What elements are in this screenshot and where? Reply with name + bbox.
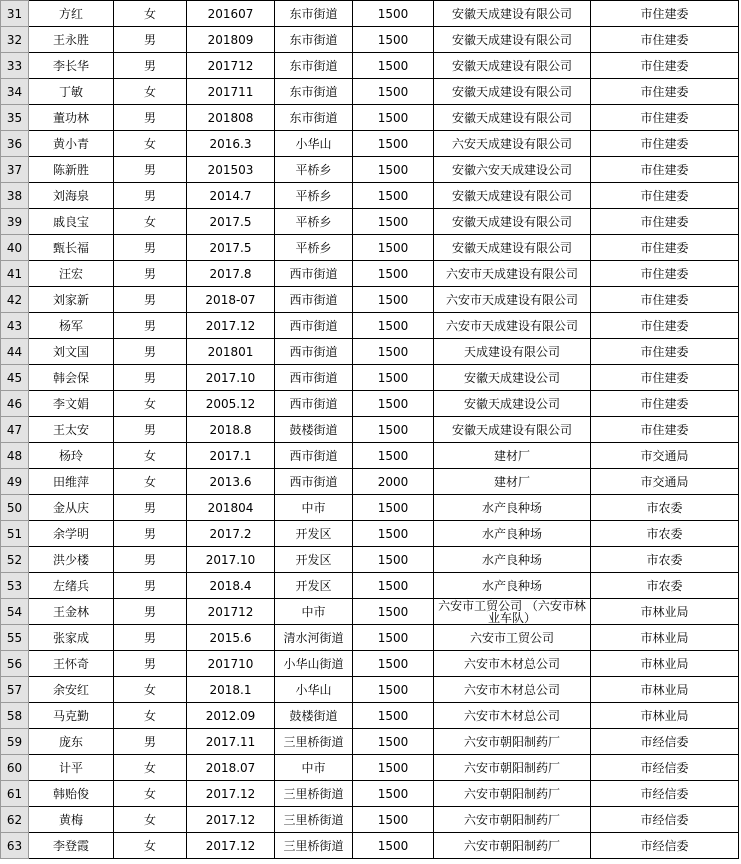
department-cell[interactable]: 市住建委 — [591, 209, 739, 235]
company-cell[interactable]: 六安市朝阳制药厂 — [434, 755, 591, 781]
row-number[interactable]: 49 — [1, 469, 29, 495]
company-cell[interactable]: 安徽天成建设有限公司 — [434, 183, 591, 209]
area-cell[interactable]: 西市街道 — [275, 391, 353, 417]
table-row — [1, 209, 739, 235]
amount-cell[interactable]: 1500 — [353, 573, 434, 599]
date-cell[interactable]: 2005.12 — [187, 391, 275, 417]
area-cell[interactable]: 开发区 — [275, 547, 353, 573]
name-cell[interactable]: 丁敏 — [29, 79, 114, 105]
amount-cell[interactable]: 1500 — [353, 651, 434, 677]
gender-cell[interactable]: 男 — [114, 339, 187, 365]
spreadsheet-body — [1, 1, 739, 859]
name-cell[interactable]: 董功林 — [29, 105, 114, 131]
gender-cell[interactable]: 男 — [114, 651, 187, 677]
area-cell[interactable]: 小华山 — [275, 131, 353, 157]
table-row — [1, 703, 739, 729]
date-cell[interactable]: 201607 — [187, 1, 275, 27]
name-cell[interactable]: 黄梅 — [29, 807, 114, 833]
area-cell[interactable]: 鼓楼街道 — [275, 417, 353, 443]
company-cell[interactable]: 建材厂 — [434, 469, 591, 495]
name-cell[interactable]: 韩贻俊 — [29, 781, 114, 807]
date-cell[interactable]: 201712 — [187, 53, 275, 79]
amount-cell[interactable]: 1500 — [353, 781, 434, 807]
department-cell[interactable]: 市农委 — [591, 573, 739, 599]
gender-cell[interactable]: 男 — [114, 261, 187, 287]
area-cell[interactable]: 东市街道 — [275, 27, 353, 53]
department-cell[interactable]: 市林业局 — [591, 599, 739, 625]
row-number[interactable]: 55 — [1, 625, 29, 651]
name-cell[interactable]: 计平 — [29, 755, 114, 781]
department-cell[interactable]: 市经信委 — [591, 807, 739, 833]
name-cell[interactable]: 汪宏 — [29, 261, 114, 287]
company-cell[interactable]: 安徽天成建设有限公司 — [434, 1, 591, 27]
date-cell[interactable]: 2017.12 — [187, 807, 275, 833]
date-cell[interactable]: 201808 — [187, 105, 275, 131]
department-cell[interactable]: 市住建委 — [591, 157, 739, 183]
date-cell[interactable]: 201809 — [187, 27, 275, 53]
department-cell[interactable]: 市住建委 — [591, 365, 739, 391]
amount-cell[interactable]: 1500 — [353, 261, 434, 287]
date-cell[interactable]: 2017.8 — [187, 261, 275, 287]
name-cell[interactable]: 戚良宝 — [29, 209, 114, 235]
area-cell[interactable]: 西市街道 — [275, 469, 353, 495]
table-row — [1, 625, 739, 651]
department-cell[interactable]: 市经信委 — [591, 729, 739, 755]
table-row — [1, 79, 739, 105]
date-cell[interactable]: 2017.12 — [187, 833, 275, 859]
company-cell[interactable]: 六安市工贸公司 — [434, 625, 591, 651]
row-number[interactable]: 53 — [1, 573, 29, 599]
company-cell[interactable]: 安徽天成建设有限公司 — [434, 105, 591, 131]
department-cell[interactable]: 市住建委 — [591, 417, 739, 443]
name-cell[interactable]: 洪少楼 — [29, 547, 114, 573]
area-cell[interactable]: 平桥乡 — [275, 235, 353, 261]
table-row — [1, 1, 739, 27]
department-cell[interactable]: 市农委 — [591, 547, 739, 573]
amount-cell[interactable]: 1500 — [353, 287, 434, 313]
row-number[interactable]: 48 — [1, 443, 29, 469]
name-cell[interactable]: 余学明 — [29, 521, 114, 547]
gender-cell[interactable]: 女 — [114, 1, 187, 27]
area-cell[interactable]: 中市 — [275, 599, 353, 625]
area-cell[interactable]: 平桥乡 — [275, 209, 353, 235]
company-cell[interactable]: 水产良种场 — [434, 495, 591, 521]
amount-cell[interactable]: 1500 — [353, 417, 434, 443]
name-cell[interactable]: 余安红 — [29, 677, 114, 703]
amount-cell[interactable]: 1500 — [353, 729, 434, 755]
date-cell[interactable]: 2018.1 — [187, 677, 275, 703]
row-number[interactable]: 37 — [1, 157, 29, 183]
area-cell[interactable]: 三里桥街道 — [275, 781, 353, 807]
row-number[interactable]: 62 — [1, 807, 29, 833]
date-cell[interactable]: 2017.11 — [187, 729, 275, 755]
name-cell[interactable]: 杨玲 — [29, 443, 114, 469]
gender-cell[interactable]: 女 — [114, 469, 187, 495]
amount-cell[interactable]: 1500 — [353, 339, 434, 365]
department-cell[interactable]: 市住建委 — [591, 131, 739, 157]
name-cell[interactable]: 陈新胜 — [29, 157, 114, 183]
company-cell[interactable]: 六安市工贸公司 （六安市林业车队） — [434, 599, 591, 625]
table-row — [1, 105, 739, 131]
table-row — [1, 469, 739, 495]
row-number[interactable]: 38 — [1, 183, 29, 209]
amount-cell[interactable]: 1500 — [353, 235, 434, 261]
department-cell[interactable]: 市住建委 — [591, 27, 739, 53]
table-row — [1, 365, 739, 391]
company-cell[interactable]: 六安市木材总公司 — [434, 651, 591, 677]
date-cell[interactable]: 2017.1 — [187, 443, 275, 469]
department-cell[interactable]: 市住建委 — [591, 1, 739, 27]
name-cell[interactable]: 庞东 — [29, 729, 114, 755]
row-number[interactable]: 35 — [1, 105, 29, 131]
name-cell[interactable]: 王怀奇 — [29, 651, 114, 677]
gender-cell[interactable]: 男 — [114, 521, 187, 547]
table-row — [1, 677, 739, 703]
date-cell[interactable]: 2017.2 — [187, 521, 275, 547]
amount-cell[interactable]: 1500 — [353, 131, 434, 157]
company-cell[interactable]: 六安市朝阳制药厂 — [434, 807, 591, 833]
name-cell[interactable]: 王金林 — [29, 599, 114, 625]
company-cell[interactable]: 六安市天成建设有限公司 — [434, 287, 591, 313]
area-cell[interactable]: 平桥乡 — [275, 157, 353, 183]
date-cell[interactable]: 201712 — [187, 599, 275, 625]
department-cell[interactable]: 市经信委 — [591, 781, 739, 807]
amount-cell[interactable]: 1500 — [353, 703, 434, 729]
department-cell[interactable]: 市林业局 — [591, 677, 739, 703]
row-number[interactable]: 63 — [1, 833, 29, 859]
area-cell[interactable]: 西市街道 — [275, 365, 353, 391]
gender-cell[interactable]: 男 — [114, 599, 187, 625]
name-cell[interactable]: 方红 — [29, 1, 114, 27]
name-cell[interactable]: 田维萍 — [29, 469, 114, 495]
date-cell[interactable]: 2016.3 — [187, 131, 275, 157]
company-cell[interactable]: 六安市朝阳制药厂 — [434, 729, 591, 755]
gender-cell[interactable]: 女 — [114, 833, 187, 859]
table-row — [1, 807, 739, 833]
table-row — [1, 417, 739, 443]
table-row — [1, 157, 739, 183]
amount-cell[interactable]: 1500 — [353, 209, 434, 235]
amount-cell[interactable]: 1500 — [353, 391, 434, 417]
table-row — [1, 599, 739, 625]
department-cell[interactable]: 市林业局 — [591, 625, 739, 651]
department-cell[interactable]: 市住建委 — [591, 105, 739, 131]
area-cell[interactable]: 中市 — [275, 755, 353, 781]
area-cell[interactable]: 西市街道 — [275, 287, 353, 313]
gender-cell[interactable]: 女 — [114, 131, 187, 157]
gender-cell[interactable]: 女 — [114, 755, 187, 781]
row-number[interactable]: 32 — [1, 27, 29, 53]
table-row — [1, 443, 739, 469]
department-cell[interactable]: 市住建委 — [591, 183, 739, 209]
area-cell[interactable]: 东市街道 — [275, 53, 353, 79]
department-cell[interactable]: 市住建委 — [591, 235, 739, 261]
date-cell[interactable]: 2018-07 — [187, 287, 275, 313]
department-cell[interactable]: 市住建委 — [591, 287, 739, 313]
gender-cell[interactable]: 男 — [114, 105, 187, 131]
department-cell[interactable]: 市住建委 — [591, 53, 739, 79]
department-cell[interactable]: 市林业局 — [591, 651, 739, 677]
name-cell[interactable]: 李文娟 — [29, 391, 114, 417]
date-cell[interactable]: 2018.4 — [187, 573, 275, 599]
date-cell[interactable]: 2017.10 — [187, 365, 275, 391]
gender-cell[interactable]: 男 — [114, 573, 187, 599]
amount-cell[interactable]: 1500 — [353, 157, 434, 183]
company-cell[interactable]: 安徽天成建设有限公司 — [434, 209, 591, 235]
table-row — [1, 261, 739, 287]
row-number[interactable]: 54 — [1, 599, 29, 625]
area-cell[interactable]: 鼓楼街道 — [275, 703, 353, 729]
table-row — [1, 521, 739, 547]
gender-cell[interactable]: 女 — [114, 79, 187, 105]
row-number[interactable]: 45 — [1, 365, 29, 391]
table-row — [1, 27, 739, 53]
row-number[interactable]: 36 — [1, 131, 29, 157]
name-cell[interactable]: 韩会保 — [29, 365, 114, 391]
table-row — [1, 53, 739, 79]
table-row — [1, 313, 739, 339]
date-cell[interactable]: 2017.12 — [187, 781, 275, 807]
gender-cell[interactable]: 男 — [114, 235, 187, 261]
company-cell[interactable]: 六安市木材总公司 — [434, 677, 591, 703]
table-row — [1, 287, 739, 313]
gender-cell[interactable]: 男 — [114, 495, 187, 521]
amount-cell[interactable]: 1500 — [353, 547, 434, 573]
table-row — [1, 573, 739, 599]
row-number[interactable]: 60 — [1, 755, 29, 781]
table-row — [1, 781, 739, 807]
amount-cell[interactable]: 1500 — [353, 183, 434, 209]
area-cell[interactable]: 西市街道 — [275, 443, 353, 469]
row-number[interactable]: 40 — [1, 235, 29, 261]
row-number[interactable]: 41 — [1, 261, 29, 287]
company-cell[interactable]: 六安天成建设有限公司 — [434, 131, 591, 157]
area-cell[interactable]: 小华山街道 — [275, 651, 353, 677]
name-cell[interactable]: 王永胜 — [29, 27, 114, 53]
company-cell[interactable]: 水产良种场 — [434, 547, 591, 573]
date-cell[interactable]: 201503 — [187, 157, 275, 183]
date-cell[interactable]: 2017.12 — [187, 313, 275, 339]
table-row — [1, 131, 739, 157]
company-cell[interactable]: 水产良种场 — [434, 521, 591, 547]
amount-cell[interactable]: 1500 — [353, 599, 434, 625]
gender-cell[interactable]: 女 — [114, 677, 187, 703]
table-row — [1, 235, 739, 261]
area-cell[interactable]: 西市街道 — [275, 313, 353, 339]
table-row — [1, 183, 739, 209]
company-cell[interactable]: 安徽天成建设有限公司 — [434, 79, 591, 105]
row-number[interactable]: 52 — [1, 547, 29, 573]
amount-cell[interactable]: 1500 — [353, 79, 434, 105]
gender-cell[interactable]: 女 — [114, 209, 187, 235]
date-cell[interactable]: 2017.10 — [187, 547, 275, 573]
row-number[interactable]: 56 — [1, 651, 29, 677]
gender-cell[interactable]: 男 — [114, 287, 187, 313]
area-cell[interactable]: 西市街道 — [275, 339, 353, 365]
department-cell[interactable]: 市林业局 — [591, 703, 739, 729]
area-cell[interactable]: 开发区 — [275, 573, 353, 599]
row-number[interactable]: 33 — [1, 53, 29, 79]
table-row — [1, 755, 739, 781]
table-row — [1, 833, 739, 859]
row-number[interactable]: 47 — [1, 417, 29, 443]
amount-cell[interactable]: 1500 — [353, 833, 434, 859]
company-cell[interactable]: 安徽天成建设公司 — [434, 391, 591, 417]
amount-cell[interactable]: 1500 — [353, 27, 434, 53]
name-cell[interactable]: 刘文国 — [29, 339, 114, 365]
company-cell[interactable]: 六安市朝阳制药厂 — [434, 781, 591, 807]
area-cell[interactable]: 平桥乡 — [275, 183, 353, 209]
amount-cell[interactable]: 1500 — [353, 521, 434, 547]
row-number[interactable]: 61 — [1, 781, 29, 807]
name-cell[interactable]: 李长华 — [29, 53, 114, 79]
gender-cell[interactable]: 女 — [114, 807, 187, 833]
name-cell[interactable]: 左绪兵 — [29, 573, 114, 599]
amount-cell[interactable]: 2000 — [353, 469, 434, 495]
gender-cell[interactable]: 女 — [114, 391, 187, 417]
company-cell[interactable]: 安徽六安天成建设公司 — [434, 157, 591, 183]
company-cell[interactable]: 六安市木材总公司 — [434, 703, 591, 729]
company-cell[interactable]: 安徽天成建设公司 — [434, 365, 591, 391]
company-cell[interactable]: 安徽天成建设有限公司 — [434, 27, 591, 53]
area-cell[interactable]: 中市 — [275, 495, 353, 521]
amount-cell[interactable]: 1500 — [353, 495, 434, 521]
gender-cell[interactable]: 男 — [114, 183, 187, 209]
area-cell[interactable]: 西市街道 — [275, 261, 353, 287]
amount-cell[interactable]: 1500 — [353, 677, 434, 703]
company-cell[interactable]: 水产良种场 — [434, 573, 591, 599]
name-cell[interactable]: 李登霞 — [29, 833, 114, 859]
department-cell[interactable]: 市农委 — [591, 495, 739, 521]
row-number[interactable]: 34 — [1, 79, 29, 105]
area-cell[interactable]: 三里桥街道 — [275, 729, 353, 755]
gender-cell[interactable]: 男 — [114, 53, 187, 79]
company-cell[interactable]: 安徽天成建设有限公司 — [434, 235, 591, 261]
row-number[interactable]: 43 — [1, 313, 29, 339]
amount-cell[interactable]: 1500 — [353, 365, 434, 391]
amount-cell[interactable]: 1500 — [353, 625, 434, 651]
row-number[interactable]: 50 — [1, 495, 29, 521]
gender-cell[interactable]: 女 — [114, 781, 187, 807]
row-number[interactable]: 59 — [1, 729, 29, 755]
name-cell[interactable]: 甄长福 — [29, 235, 114, 261]
company-cell[interactable]: 安徽天成建设有限公司 — [434, 53, 591, 79]
name-cell[interactable]: 刘海泉 — [29, 183, 114, 209]
date-cell[interactable]: 201711 — [187, 79, 275, 105]
area-cell[interactable]: 东市街道 — [275, 1, 353, 27]
date-cell[interactable]: 2013.6 — [187, 469, 275, 495]
department-cell[interactable]: 市住建委 — [591, 313, 739, 339]
name-cell[interactable]: 张家成 — [29, 625, 114, 651]
row-number[interactable]: 46 — [1, 391, 29, 417]
company-cell[interactable]: 六安市天成建设有限公司 — [434, 261, 591, 287]
company-cell[interactable]: 六安市天成建设有限公司 — [434, 313, 591, 339]
name-cell[interactable]: 王太安 — [29, 417, 114, 443]
amount-cell[interactable]: 1500 — [353, 1, 434, 27]
amount-cell[interactable]: 1500 — [353, 53, 434, 79]
gender-cell[interactable]: 男 — [114, 27, 187, 53]
date-cell[interactable]: 2014.7 — [187, 183, 275, 209]
department-cell[interactable]: 市交通局 — [591, 469, 739, 495]
date-cell[interactable]: 2012.09 — [187, 703, 275, 729]
department-cell[interactable]: 市住建委 — [591, 339, 739, 365]
gender-cell[interactable]: 男 — [114, 625, 187, 651]
date-cell[interactable]: 201710 — [187, 651, 275, 677]
company-cell[interactable]: 天成建设有限公司 — [434, 339, 591, 365]
area-cell[interactable]: 清水河街道 — [275, 625, 353, 651]
gender-cell[interactable]: 男 — [114, 365, 187, 391]
company-cell[interactable]: 建材厂 — [434, 443, 591, 469]
date-cell[interactable]: 2017.5 — [187, 235, 275, 261]
amount-cell[interactable]: 1500 — [353, 105, 434, 131]
row-number[interactable]: 57 — [1, 677, 29, 703]
gender-cell[interactable]: 男 — [114, 313, 187, 339]
amount-cell[interactable]: 1500 — [353, 313, 434, 339]
area-cell[interactable]: 东市街道 — [275, 105, 353, 131]
gender-cell[interactable]: 男 — [114, 547, 187, 573]
area-cell[interactable]: 小华山 — [275, 677, 353, 703]
department-cell[interactable]: 市住建委 — [591, 79, 739, 105]
gender-cell[interactable]: 男 — [114, 729, 187, 755]
name-cell[interactable]: 金从庆 — [29, 495, 114, 521]
amount-cell[interactable]: 1500 — [353, 443, 434, 469]
date-cell[interactable]: 2018.07 — [187, 755, 275, 781]
name-cell[interactable]: 刘家新 — [29, 287, 114, 313]
department-cell[interactable]: 市住建委 — [591, 391, 739, 417]
table-row — [1, 651, 739, 677]
area-cell[interactable]: 开发区 — [275, 521, 353, 547]
company-cell[interactable]: 安徽天成建设有限公司 — [434, 417, 591, 443]
row-number[interactable]: 58 — [1, 703, 29, 729]
area-cell[interactable]: 三里桥街道 — [275, 833, 353, 859]
table-row — [1, 495, 739, 521]
department-cell[interactable]: 市经信委 — [591, 833, 739, 859]
company-cell[interactable]: 六安市朝阳制药厂 — [434, 833, 591, 859]
gender-cell[interactable]: 男 — [114, 417, 187, 443]
date-cell[interactable]: 201804 — [187, 495, 275, 521]
area-cell[interactable]: 三里桥街道 — [275, 807, 353, 833]
row-number[interactable]: 31 — [1, 1, 29, 27]
gender-cell[interactable]: 男 — [114, 157, 187, 183]
department-cell[interactable]: 市交通局 — [591, 443, 739, 469]
gender-cell[interactable]: 女 — [114, 703, 187, 729]
department-cell[interactable]: 市经信委 — [591, 755, 739, 781]
amount-cell[interactable]: 1500 — [353, 755, 434, 781]
table-row — [1, 729, 739, 755]
row-number[interactable]: 42 — [1, 287, 29, 313]
name-cell[interactable]: 杨军 — [29, 313, 114, 339]
name-cell[interactable]: 马克勤 — [29, 703, 114, 729]
gender-cell[interactable]: 女 — [114, 443, 187, 469]
table-row — [1, 339, 739, 365]
date-cell[interactable]: 201801 — [187, 339, 275, 365]
department-cell[interactable]: 市农委 — [591, 521, 739, 547]
date-cell[interactable]: 2017.5 — [187, 209, 275, 235]
date-cell[interactable]: 2015.6 — [187, 625, 275, 651]
department-cell[interactable]: 市住建委 — [591, 261, 739, 287]
name-cell[interactable]: 黄小青 — [29, 131, 114, 157]
row-number[interactable]: 39 — [1, 209, 29, 235]
area-cell[interactable]: 东市街道 — [275, 79, 353, 105]
table-row — [1, 391, 739, 417]
row-number[interactable]: 44 — [1, 339, 29, 365]
table-row — [1, 547, 739, 573]
row-number[interactable]: 51 — [1, 521, 29, 547]
date-cell[interactable]: 2018.8 — [187, 417, 275, 443]
amount-cell[interactable]: 1500 — [353, 807, 434, 833]
